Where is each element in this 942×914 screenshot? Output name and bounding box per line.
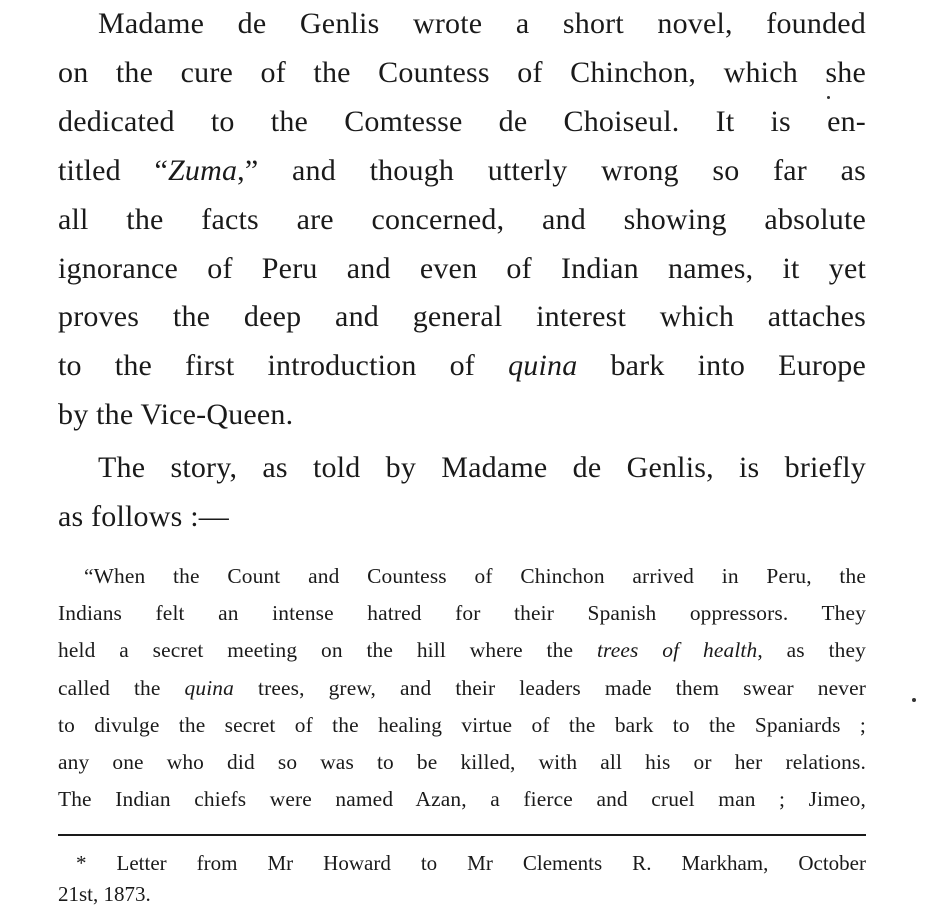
text-line: The story, as told by Madame de Genlis, is briefly bbox=[98, 451, 866, 485]
scan-speck bbox=[912, 698, 916, 702]
paragraph-2 bbox=[58, 444, 866, 542]
text-run: titled “ bbox=[58, 153, 169, 187]
text-run: bark into Europe bbox=[577, 349, 866, 383]
paragraph-1 bbox=[58, 0, 866, 440]
quotation-block bbox=[58, 558, 866, 818]
book-page bbox=[58, 0, 866, 910]
text-run: trees, grew, and their leaders made them swear never bbox=[234, 675, 867, 700]
text-line: all the facts are concerned, and showing absolute bbox=[58, 202, 866, 236]
text-line: to divulge the secret of the healing virtue of the bark to the Spaniards ; bbox=[58, 712, 866, 737]
text-run: ,” and though utterly wrong so far as bbox=[237, 153, 866, 187]
text-line: by the Vice-Queen. bbox=[58, 398, 294, 432]
text-line: ignorance of Peru and even of Indian names, it yet bbox=[58, 251, 866, 285]
scan-speck bbox=[827, 96, 830, 99]
text-line: “When the Count and Countess of Chinchon arrived in Peru, the bbox=[84, 563, 866, 588]
text-line: Madame de Genlis wrote a short novel, founded bbox=[98, 7, 866, 40]
text-run: to the first introduction of bbox=[58, 349, 509, 383]
footnote-divider bbox=[58, 834, 866, 836]
text-line: any one who did so was to be killed, with all his or her relations. bbox=[58, 749, 866, 774]
quina-italic: quina bbox=[184, 675, 234, 700]
novel-title-italic: Zuma bbox=[168, 153, 238, 187]
text-line: dedicated to the Comtesse de Choiseul. It is en- bbox=[58, 104, 866, 138]
text-line: Indians felt an intense hatred for their Spanish oppressors. They bbox=[58, 601, 866, 626]
text-run: held a secret meeting on the hill where the bbox=[58, 638, 597, 663]
text-line bbox=[58, 632, 866, 669]
trees-of-health-italic: trees of health bbox=[596, 638, 758, 663]
quina-italic: quina bbox=[508, 349, 578, 383]
text-line: on the cure of the Countess of Chinchon, which she bbox=[58, 55, 866, 89]
text-run: called the bbox=[58, 675, 185, 700]
text-line: 21st, 1873. bbox=[58, 882, 151, 907]
text-line: as follows :— bbox=[58, 500, 229, 534]
text-line: The Indian chiefs were named Azan, a fierce and cruel man ; Jimeo, bbox=[58, 787, 866, 812]
footnote bbox=[58, 848, 866, 910]
text-run: , as they bbox=[757, 638, 867, 663]
text-line bbox=[58, 342, 866, 391]
text-line bbox=[58, 670, 866, 707]
text-line bbox=[58, 147, 866, 196]
text-line: proves the deep and general interest which attaches bbox=[58, 300, 866, 334]
text-line: * Letter from Mr Howard to Mr Clements R. Markham, October bbox=[76, 851, 866, 876]
